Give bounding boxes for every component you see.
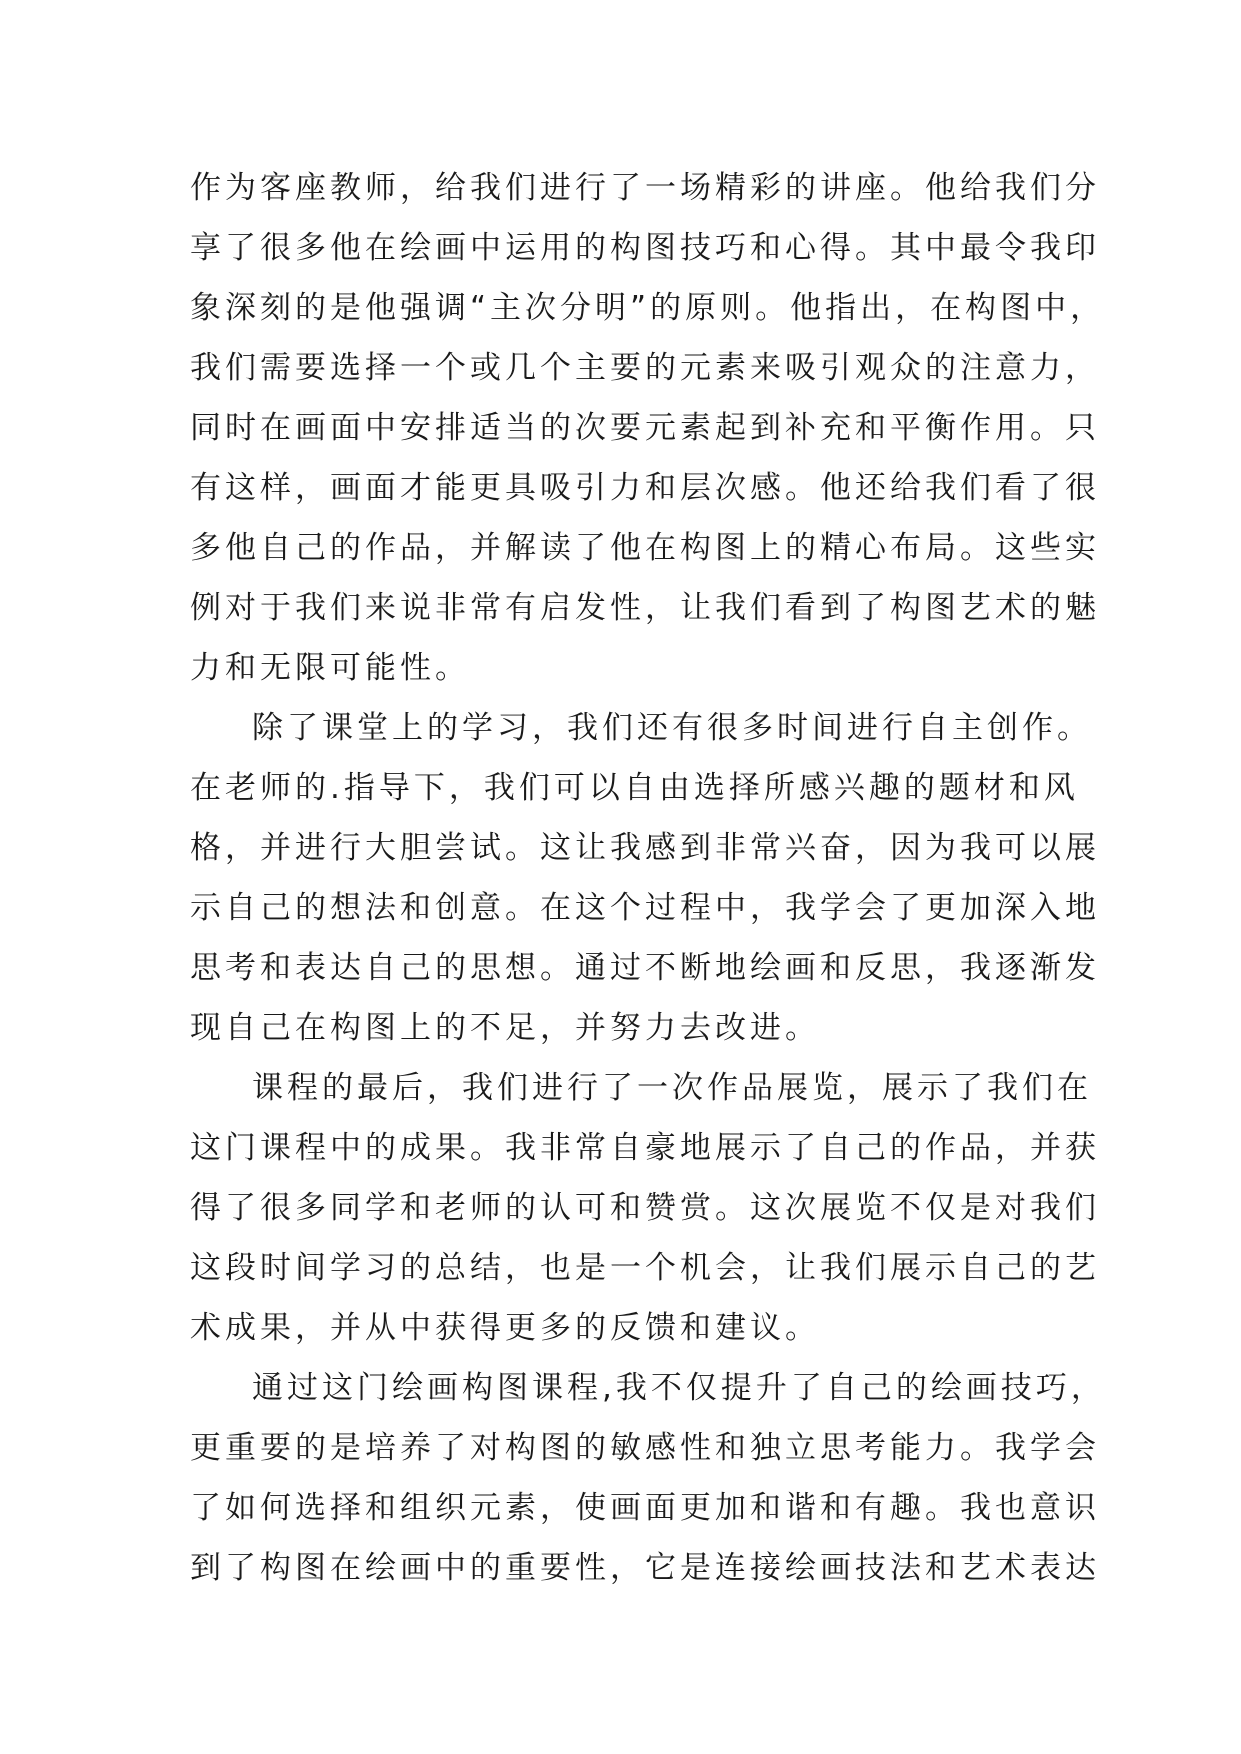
text-line: 多他自己的作品，并解读了他在构图上的精心布局。这些实 [190,530,1100,566]
text-line: 得了很多同学和老师的认可和赞赏。这次展览不仅是对我们 [190,1190,1100,1226]
text-line: 现自己在构图上的不足，并努力去改进。 [190,1010,820,1046]
text-line: 更重要的是培养了对构图的敏感性和独立思考能力。我学会 [190,1430,1100,1466]
text-line: 享了很多他在绘画中运用的构图技巧和心得。其中最令我印 [190,230,1100,266]
text-line: 同时在画面中安排适当的次要元素起到补充和平衡作用。只 [190,410,1100,446]
text-line: 这段时间学习的总结，也是一个机会，让我们展示自己的艺 [190,1250,1100,1286]
text-line: 格，并进行大胆尝试。这让我感到非常兴奋，因为我可以展 [190,830,1100,866]
text-line: 例对于我们来说非常有启发性，让我们看到了构图艺术的魅 [190,590,1100,626]
text-line: 象深刻的是他强调“主次分明”的原则。他指出，在构图中， [190,290,1106,326]
paragraph-first-line: 通过这门绘画构图课程,我不仅提升了自己的绘画技巧， [252,1370,1106,1406]
text-line: 示自己的想法和创意。在这个过程中，我学会了更加深入地 [190,890,1100,926]
text-line: 有这样，画面才能更具吸引力和层次感。他还给我们看了很 [190,470,1100,506]
text-line: 作为客座教师，给我们进行了一场精彩的讲座。他给我们分 [190,170,1100,206]
paragraph-first-line: 课程的最后，我们进行了一次作品展览，展示了我们在 [252,1070,1092,1106]
text-line: 术成果，并从中获得更多的反馈和建议。 [190,1310,820,1346]
text-line: 在老师的.指导下，我们可以自由选择所感兴趣的题材和风 [190,770,1079,806]
paragraph-first-line: 除了课堂上的学习，我们还有很多时间进行自主创作。 [252,710,1092,746]
text-line: 这门课程中的成果。我非常自豪地展示了自己的作品，并获 [190,1130,1100,1166]
text-line: 思考和表达自己的思想。通过不断地绘画和反思，我逐渐发 [190,950,1100,986]
text-line: 到了构图在绘画中的重要性，它是连接绘画技法和艺术表达 [190,1550,1100,1586]
text-line: 了如何选择和组织元素，使画面更加和谐和有趣。我也意识 [190,1490,1100,1526]
text-line: 我们需要选择一个或几个主要的元素来吸引观众的注意力， [190,350,1100,386]
text-line: 力和无限可能性。 [190,650,470,686]
